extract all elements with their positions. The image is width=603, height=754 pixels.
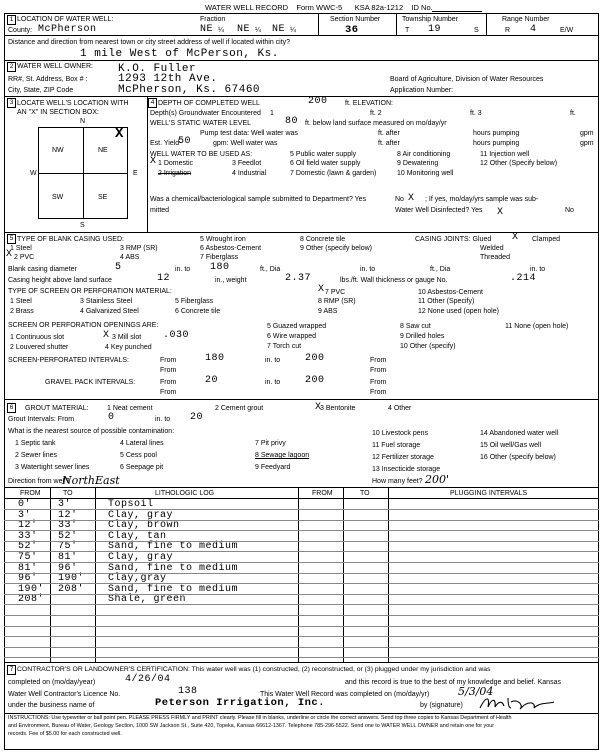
licence-number: 138 xyxy=(178,686,198,697)
log-to: 3' xyxy=(58,499,72,510)
log-description: Clay, gray xyxy=(108,509,174,521)
log-description: Clay, gray xyxy=(108,552,174,563)
county-value: McPherson xyxy=(38,24,97,35)
fraction-3: NE xyxy=(272,24,286,35)
log-to: 208' xyxy=(58,583,85,595)
log-description: Sand, fine to medium xyxy=(108,583,239,595)
log-rule xyxy=(4,530,599,531)
feet-value: 200' xyxy=(425,473,450,486)
log-rule xyxy=(4,583,599,584)
log-description: Clay, tan xyxy=(108,530,167,542)
log-description: Topsoil xyxy=(108,499,154,510)
record-date: 5/3/04 xyxy=(458,685,494,698)
log-from: 190' xyxy=(18,583,45,595)
grout-to: 20 xyxy=(190,412,204,423)
log-to: 81' xyxy=(58,552,78,563)
log-rule xyxy=(4,626,599,627)
log-rule xyxy=(4,551,599,552)
location-label: LOCATION OF WATER WELL: xyxy=(17,16,114,23)
log-to: 96' xyxy=(58,562,78,574)
log-description: Shale, green xyxy=(108,594,187,606)
log-to: 12' xyxy=(58,509,78,521)
fraction-1: NE xyxy=(200,24,214,35)
township-value: 19 xyxy=(428,24,442,35)
township-label: Township Number xyxy=(402,16,459,23)
section-value: 36 xyxy=(345,24,359,36)
county-label: County: xyxy=(8,27,33,34)
log-to: 75' xyxy=(58,541,78,553)
log-to: 33' xyxy=(58,520,78,532)
signature xyxy=(478,692,558,714)
gravel-from: 20 xyxy=(205,375,219,386)
log-rule xyxy=(4,647,599,648)
section-label: Section Number xyxy=(330,16,381,23)
casing-height: 12 xyxy=(157,273,171,284)
log-to: 52' xyxy=(58,530,78,542)
city-value: McPherson, Ks. 67460 xyxy=(118,84,261,96)
slot-size: .030 xyxy=(163,330,190,341)
log-description: Sand, fine to medium xyxy=(108,562,239,574)
log-from: 75' xyxy=(18,552,38,563)
casing-to: 180 xyxy=(210,262,230,273)
fraction-label: Fraction xyxy=(200,16,226,23)
yield-value: 50 xyxy=(178,136,192,147)
log-from: 33' xyxy=(18,530,38,542)
direction-value: NorthEast xyxy=(62,474,120,487)
domestic-mark: X xyxy=(150,156,157,167)
log-rule xyxy=(4,562,599,563)
log-rule xyxy=(4,509,599,510)
log-description: Clay, brown xyxy=(108,520,180,532)
log-from: 3' xyxy=(18,509,32,521)
completed-date: 4/26/04 xyxy=(125,674,171,685)
log-from: 208' xyxy=(18,594,45,606)
log-rule xyxy=(4,636,599,637)
log-rule xyxy=(4,541,599,542)
log-from: 52' xyxy=(18,541,38,553)
log-rule xyxy=(4,615,599,616)
perf-from: 180 xyxy=(205,353,225,364)
form-title: WATER WELL RECORD Form WWC-5 KSA 82a-1212 ID No. xyxy=(205,3,433,12)
log-from: 0' xyxy=(18,499,32,510)
static-level-value: 80 xyxy=(285,116,299,127)
owner-label: WATER WELL OWNER: xyxy=(17,63,93,70)
log-rule xyxy=(4,573,599,574)
fraction-2: NE xyxy=(237,24,251,35)
owner-value: K.O. Fuller xyxy=(118,63,197,75)
casing-diameter: 5 xyxy=(115,262,122,273)
range-label: Range Number xyxy=(502,16,550,23)
casing-weight: 2.37 xyxy=(285,273,312,284)
log-rule xyxy=(4,594,599,595)
log-rule xyxy=(4,657,599,658)
log-description: Sand, fine to medium xyxy=(108,541,239,553)
log-description: Clay,gray xyxy=(108,573,167,585)
depth-value: 200 xyxy=(308,96,328,107)
distance-value: 1 mile West of McPerson, Ks. xyxy=(80,48,279,60)
log-from: 12' xyxy=(18,520,38,532)
log-from: 81' xyxy=(18,562,38,574)
log-rule xyxy=(4,520,599,521)
distance-label: Distance and direction from nearest town or city street address of well if located within city? xyxy=(8,39,291,46)
log-from: 96' xyxy=(18,573,38,585)
gravel-to: 200 xyxy=(305,375,325,386)
wall-gauge: .214 xyxy=(510,273,537,284)
log-to: 190' xyxy=(58,573,85,585)
location-x-mark: X xyxy=(115,126,124,142)
perf-to: 200 xyxy=(305,353,325,364)
address-value: 1293 12th Ave. xyxy=(118,73,218,85)
business-name: Peterson Irrigation, Inc. xyxy=(155,697,326,709)
log-rule xyxy=(4,604,599,605)
grout-from: 0 xyxy=(108,412,115,423)
range-value: 4 xyxy=(530,24,537,35)
